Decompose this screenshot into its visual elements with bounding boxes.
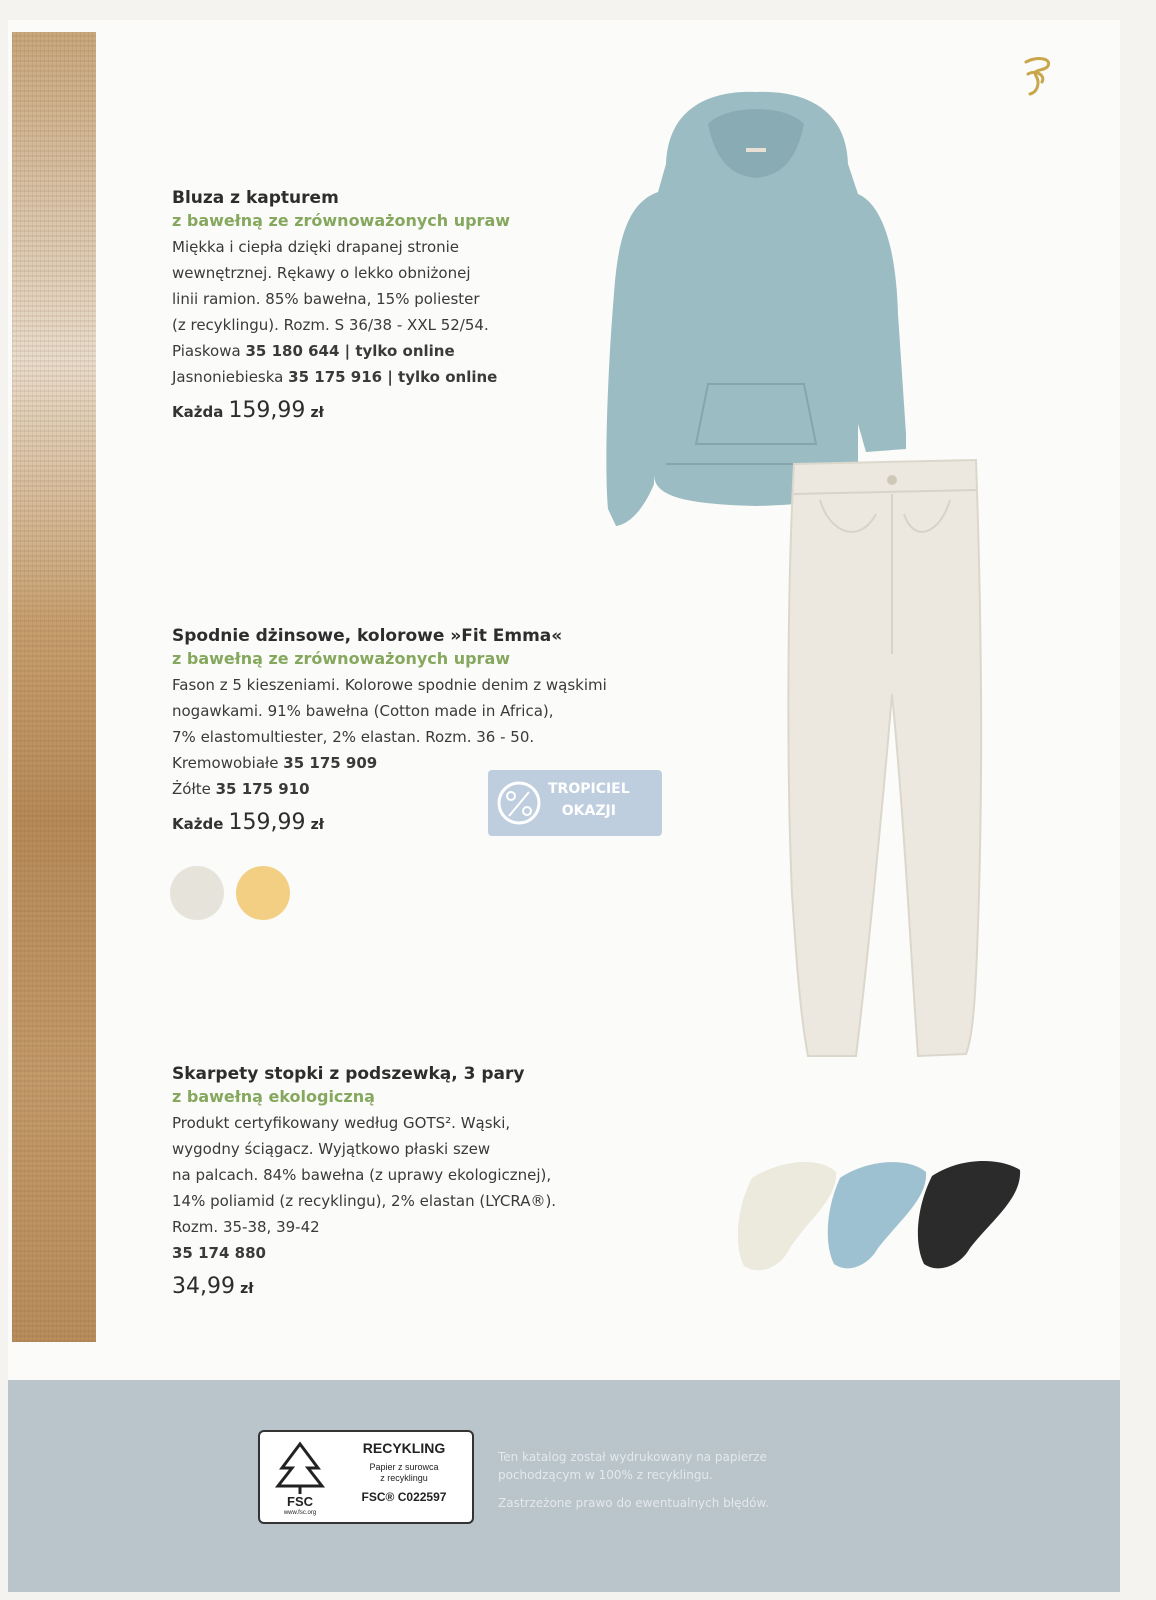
socks-image bbox=[730, 1148, 1030, 1288]
variant-code: 35 175 909 bbox=[283, 754, 378, 772]
description-line: (z recyklingu). Rozm. S 36/38 - XXL 52/54. bbox=[172, 316, 489, 334]
price-prefix: Każde bbox=[172, 815, 224, 833]
price-value: 159,99 bbox=[228, 810, 306, 835]
footer-note-line: Zastrzeżone prawo do ewentualnych błędów. bbox=[498, 1496, 770, 1510]
jeans-image bbox=[780, 454, 1000, 1074]
fsc-recycling-label: RECYKLING bbox=[362, 1440, 446, 1456]
fsc-certification-badge bbox=[258, 1430, 474, 1524]
price-value: 159,99 bbox=[228, 398, 306, 423]
variant-line bbox=[172, 364, 510, 390]
footer-note-line: pochodzącym w 100% z recyklingu. bbox=[498, 1468, 713, 1482]
description-line: Produkt certyfikowany według GOTS². Wąski, bbox=[172, 1114, 511, 1132]
brand-logo-icon bbox=[1018, 52, 1058, 100]
description-line: wewnętrznej. Rękawy o lekko obniżonej bbox=[172, 264, 471, 282]
footer-note bbox=[498, 1448, 918, 1512]
price bbox=[172, 1274, 556, 1299]
variant-code: 35 180 644 | tylko online bbox=[245, 342, 455, 360]
price bbox=[172, 398, 510, 423]
product-title: Skarpety stopki z podszewką, 3 pary bbox=[172, 1064, 525, 1084]
percent-icon bbox=[496, 778, 542, 828]
product-code: 35 174 880 bbox=[172, 1244, 266, 1262]
catalog-page bbox=[8, 20, 1120, 1592]
watermark-text bbox=[548, 778, 630, 822]
description-line: Fason z 5 kieszeniami. Kolorowe spodnie denim z wąskimi bbox=[172, 676, 607, 694]
price-prefix: Każda bbox=[172, 403, 224, 421]
fsc-detail-line: Papier z surowca bbox=[369, 1462, 439, 1472]
variant-name: Jasnoniebieska bbox=[172, 368, 284, 386]
fsc-detail-line: z recyklingu bbox=[380, 1473, 428, 1483]
price-currency: zł bbox=[240, 1281, 254, 1297]
description-line: linii ramion. 85% bawełna, 15% poliester bbox=[172, 290, 480, 308]
watermark-badge bbox=[488, 770, 662, 836]
fsc-code: FSC® C022597 bbox=[361, 1490, 447, 1504]
description-line: Miękka i ciepła dzięki drapanej stronie bbox=[172, 238, 460, 256]
description-line: wygodny ściągacz. Wyjątkowo płaski szew bbox=[172, 1140, 491, 1158]
color-swatch-cream[interactable] bbox=[170, 866, 224, 920]
footer-note-line: Ten katalog został wydrukowany na papierze bbox=[498, 1450, 767, 1464]
fsc-url: www.fsc.org bbox=[283, 1510, 317, 1516]
fsc-tree-icon bbox=[270, 1438, 330, 1516]
fsc-label: FSC bbox=[287, 1494, 313, 1509]
product-socks bbox=[172, 1064, 556, 1299]
variant-code: 35 175 910 bbox=[215, 780, 310, 798]
price-currency: zł bbox=[310, 817, 324, 833]
variant-line bbox=[172, 338, 510, 364]
variant-name: Piaskowa bbox=[172, 342, 241, 360]
product-title: Bluza z kapturem bbox=[172, 188, 339, 208]
product-title: Spodnie dżinsowe, kolorowe »Fit Emma« bbox=[172, 626, 563, 646]
description-line: 7% elastomultiester, 2% elastan. Rozm. 36 - 50. bbox=[172, 728, 535, 746]
variant-code: 35 175 916 | tylko online bbox=[288, 368, 498, 386]
product-subtitle: z bawełną ze zrównoważonych upraw bbox=[172, 211, 511, 230]
description-line: Rozm. 35-38, 39-42 bbox=[172, 1218, 320, 1236]
product-subtitle: z bawełną ze zrównoważonych upraw bbox=[172, 649, 511, 668]
color-swatch-yellow[interactable] bbox=[236, 866, 290, 920]
fsc-detail bbox=[342, 1462, 466, 1484]
decorative-texture-strip bbox=[12, 32, 96, 1342]
fsc-text-block bbox=[342, 1440, 466, 1504]
variant-name: Żółte bbox=[172, 780, 211, 798]
price-currency: zł bbox=[310, 405, 324, 421]
variant-name: Kremowobiałe bbox=[172, 754, 279, 772]
price-value: 34,99 bbox=[172, 1274, 235, 1299]
footer-band bbox=[8, 1380, 1120, 1592]
watermark-line: TROPICIEL bbox=[548, 781, 630, 797]
description-line: na palcach. 84% bawełna (z uprawy ekologicznej), bbox=[172, 1166, 552, 1184]
watermark-line: OKAZJI bbox=[561, 803, 616, 819]
product-subtitle: z bawełną ekologiczną bbox=[172, 1087, 375, 1106]
description-line: 14% poliamid (z recyklingu), 2% elastan (LYCRA®). bbox=[172, 1192, 557, 1210]
product-hoodie bbox=[172, 188, 510, 423]
description-line: nogawkami. 91% bawełna (Cotton made in Africa), bbox=[172, 702, 554, 720]
